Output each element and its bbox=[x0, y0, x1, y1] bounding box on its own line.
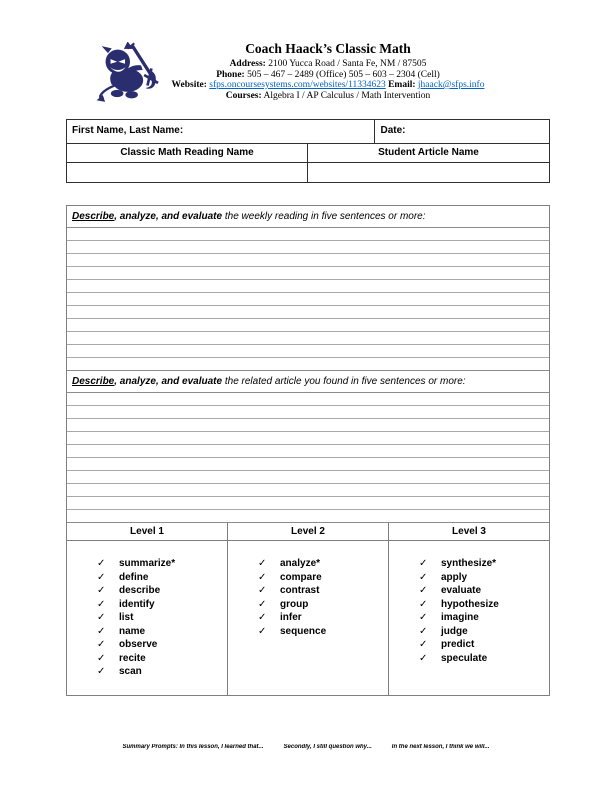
checkmark-icon: ✓ bbox=[97, 666, 106, 677]
writing-line bbox=[67, 254, 549, 267]
writing-line bbox=[67, 267, 549, 280]
checklist-item-label: evaluate bbox=[441, 585, 482, 596]
writing-line bbox=[67, 358, 549, 371]
writing-line bbox=[67, 319, 549, 332]
level-header-row bbox=[67, 523, 549, 541]
email-label: Email: bbox=[388, 80, 416, 90]
student-info-table bbox=[66, 119, 550, 183]
name-date-row bbox=[67, 120, 549, 143]
checkmark-icon: ✓ bbox=[419, 585, 428, 596]
writing-line bbox=[67, 306, 549, 319]
checkmark-icon: ✓ bbox=[419, 639, 428, 650]
level-lists-row bbox=[67, 541, 549, 695]
checkmark-icon: ✓ bbox=[419, 612, 428, 623]
checklist-item bbox=[97, 665, 227, 679]
writing-line bbox=[67, 432, 549, 445]
website-label: Website: bbox=[171, 80, 207, 90]
related-article-lines bbox=[67, 393, 549, 523]
checkmark-icon: ✓ bbox=[97, 585, 106, 596]
writing-line bbox=[67, 293, 549, 306]
checklist-item bbox=[258, 584, 388, 598]
checklist-item bbox=[258, 611, 388, 625]
checkmark-icon: ✓ bbox=[419, 625, 428, 637]
footer-segment: Secondly, I still question why... bbox=[283, 744, 372, 750]
level-1-header: Level 1 bbox=[130, 526, 164, 537]
writing-line bbox=[67, 510, 549, 523]
checkmark-icon: ✓ bbox=[419, 571, 428, 583]
website-link[interactable]: sfps.oncoursesystems.com/websites/11334623 bbox=[209, 80, 386, 90]
courses-label: Courses: bbox=[225, 90, 262, 101]
checklist-item bbox=[97, 584, 227, 598]
checklist-item bbox=[419, 638, 549, 652]
checklist-item bbox=[258, 598, 388, 612]
phone-label: Phone: bbox=[216, 69, 245, 80]
checklist-item-label: group bbox=[280, 598, 309, 610]
checklist-item bbox=[258, 625, 388, 639]
checkmark-icon: ✓ bbox=[258, 612, 267, 623]
checklist-item bbox=[97, 571, 227, 585]
prompt-verbs: , analyze, and evaluate bbox=[114, 211, 223, 222]
checkmark-icon: ✓ bbox=[97, 598, 106, 610]
checklist-item-label: infer bbox=[280, 612, 302, 623]
footer-segment: In the next lesson, I think we will... bbox=[391, 744, 490, 750]
checkmark-icon: ✓ bbox=[258, 625, 267, 637]
checklist-item-label: sequence bbox=[280, 625, 327, 637]
writing-line bbox=[67, 484, 549, 497]
checkmark-icon: ✓ bbox=[258, 571, 267, 583]
writing-line bbox=[67, 445, 549, 458]
article-name-value bbox=[308, 163, 549, 182]
document-header bbox=[110, 41, 546, 101]
checklist-item-label: predict bbox=[441, 639, 475, 650]
checkmark-icon: ✓ bbox=[97, 612, 106, 623]
checklist-item-label: identify bbox=[119, 598, 155, 610]
reading-name-value bbox=[67, 163, 308, 182]
checklist-item-label: hypothesize bbox=[441, 598, 499, 610]
level-3-list bbox=[388, 541, 549, 695]
writing-line bbox=[67, 419, 549, 432]
checklist-item-label: describe bbox=[119, 585, 161, 596]
phone-line bbox=[110, 70, 546, 81]
prompt-verb: Describe bbox=[72, 376, 115, 387]
address-line bbox=[110, 59, 546, 70]
checklist-item-label: apply bbox=[441, 571, 468, 583]
writing-line bbox=[67, 241, 549, 254]
checklist-item bbox=[258, 571, 388, 585]
checklist-item bbox=[419, 571, 549, 585]
checklist-item-label: synthesize* bbox=[441, 558, 497, 569]
checklist-item-label: scan bbox=[119, 666, 142, 677]
checklist-item-label: observe bbox=[119, 639, 158, 650]
checkmark-icon: ✓ bbox=[258, 598, 267, 610]
summary-prompts-footer bbox=[0, 744, 612, 751]
writing-line bbox=[67, 471, 549, 484]
writing-line bbox=[67, 406, 549, 419]
checkmark-icon: ✓ bbox=[97, 639, 106, 650]
website-email-line bbox=[110, 80, 546, 91]
date-field-label: Date: bbox=[380, 125, 406, 136]
checklist-item bbox=[97, 611, 227, 625]
checklist-item-label: summarize* bbox=[119, 558, 176, 569]
writing-line bbox=[67, 497, 549, 510]
checklist-item bbox=[419, 598, 549, 612]
checkmark-icon: ✓ bbox=[258, 585, 267, 596]
prompt-verbs: , analyze, and evaluate bbox=[114, 376, 223, 387]
email-link[interactable]: jhaack@sfps.info bbox=[417, 80, 485, 90]
reading-name-header: Classic Math Reading Name bbox=[67, 144, 308, 162]
checklist-item-label: contrast bbox=[280, 585, 320, 596]
checkmark-icon: ✓ bbox=[97, 652, 106, 664]
checkmark-icon: ✓ bbox=[419, 652, 428, 664]
checklist-item bbox=[419, 584, 549, 598]
address-label: Address: bbox=[229, 59, 266, 69]
prompt-rest: the related article you found in five sentences or more: bbox=[222, 376, 466, 387]
reading-article-value-row bbox=[67, 162, 549, 182]
checklist-item-label: judge bbox=[441, 625, 468, 637]
writing-line bbox=[67, 332, 549, 345]
reading-article-header-row bbox=[67, 143, 549, 162]
checklist-item bbox=[419, 625, 549, 639]
writing-line bbox=[67, 228, 549, 241]
checklist-item bbox=[97, 625, 227, 639]
checklist-item-label: compare bbox=[280, 571, 322, 583]
checklist-item-label: imagine bbox=[441, 612, 479, 623]
courses-line bbox=[110, 91, 546, 102]
name-field-label: First Name, Last Name: bbox=[67, 120, 375, 143]
checklist-item bbox=[419, 611, 549, 625]
checklist-item-label: recite bbox=[119, 652, 146, 664]
checklist-item-label: analyze* bbox=[280, 558, 321, 569]
checklist-item bbox=[419, 652, 549, 666]
writing-line bbox=[67, 280, 549, 293]
checklist-item bbox=[258, 557, 388, 571]
checklist-item-label: list bbox=[119, 612, 134, 623]
checkmark-icon: ✓ bbox=[97, 625, 106, 637]
checklist-item-label: name bbox=[119, 625, 146, 637]
checkmark-icon: ✓ bbox=[97, 571, 106, 583]
checklist-item-label: speculate bbox=[441, 652, 488, 664]
checkmark-icon: ✓ bbox=[419, 598, 428, 610]
prompt-verb: Describe bbox=[72, 211, 115, 222]
level-2-header: Level 2 bbox=[227, 523, 388, 540]
checklist-item bbox=[97, 557, 227, 571]
level-2-list bbox=[227, 541, 388, 695]
checklist-item-label: define bbox=[119, 571, 149, 583]
checkmark-icon: ✓ bbox=[419, 558, 428, 569]
writing-table bbox=[66, 205, 550, 696]
writing-line bbox=[67, 393, 549, 406]
phone-value: 505 – 467 – 2489 (Office) 505 – 603 – 2304 (Cell) bbox=[247, 69, 440, 80]
checklist-item bbox=[97, 638, 227, 652]
checklist-item bbox=[97, 652, 227, 666]
weekly-reading-lines bbox=[67, 228, 549, 371]
address-value: 2100 Yucca Road / Santa Fe, NM / 87505 bbox=[268, 59, 427, 69]
article-name-header: Student Article Name bbox=[378, 147, 479, 158]
level-3-header: Level 3 bbox=[388, 523, 549, 540]
writing-line bbox=[67, 345, 549, 358]
writing-line bbox=[67, 458, 549, 471]
checkmark-icon: ✓ bbox=[97, 558, 106, 569]
checklist-item bbox=[97, 598, 227, 612]
level-1-list bbox=[67, 541, 227, 695]
page-title: Coach Haack’s Classic Math bbox=[245, 41, 411, 56]
footer-segment: Summary Prompts: In this lesson, I learned that... bbox=[122, 744, 264, 750]
prompt-rest: the weekly reading in five sentences or more: bbox=[222, 211, 426, 222]
courses-value: Algebra I / AP Calculus / Math Intervention bbox=[263, 90, 431, 101]
related-article-prompt bbox=[67, 371, 549, 393]
checkmark-icon: ✓ bbox=[258, 558, 267, 569]
weekly-reading-prompt bbox=[67, 206, 549, 228]
checklist-item bbox=[419, 557, 549, 571]
